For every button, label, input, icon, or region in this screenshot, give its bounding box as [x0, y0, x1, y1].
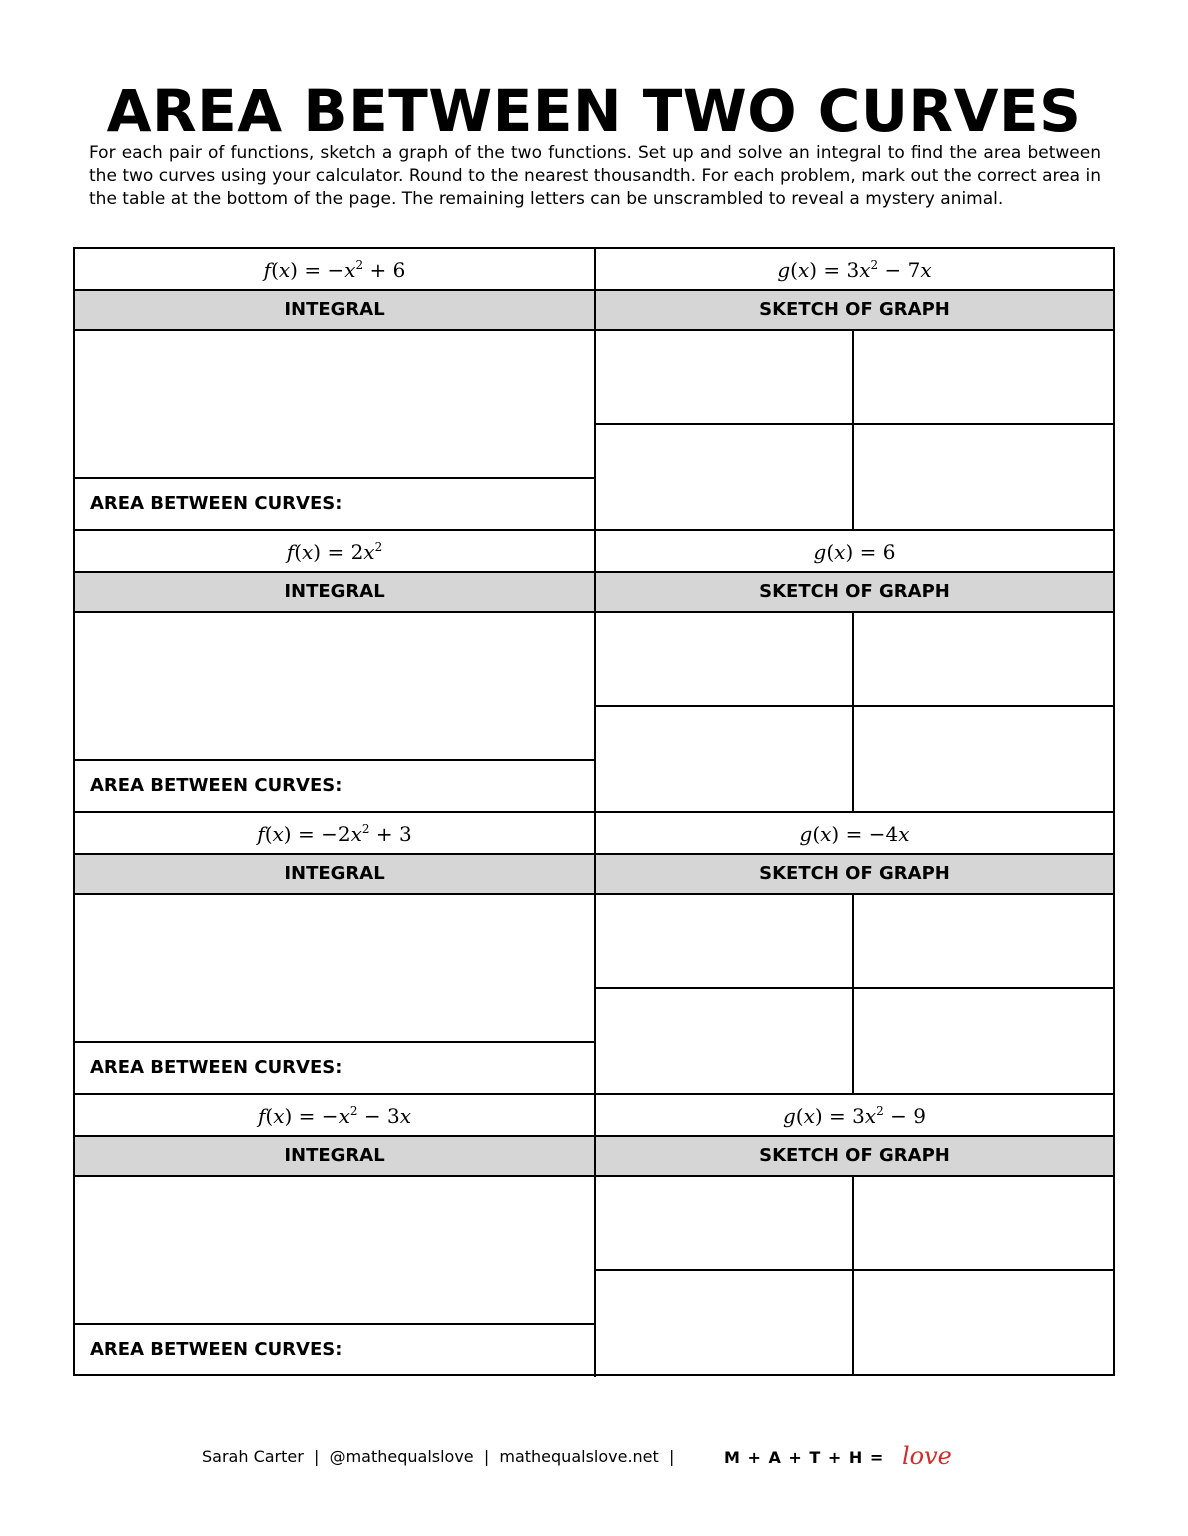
formula-punct: ) =	[831, 822, 869, 846]
formula-part: + 3	[369, 822, 412, 846]
formula-part: x	[898, 822, 910, 846]
formula-part: f	[263, 258, 272, 282]
page-title: AREA BETWEEN TWO CURVES	[106, 77, 1082, 145]
formula-part: x	[350, 822, 362, 846]
sketch-header: SKETCH OF GRAPH	[596, 855, 1113, 893]
formula-part: 6	[882, 540, 896, 564]
problem-block-2	[75, 531, 1113, 813]
formula-part: x	[834, 540, 846, 564]
graph-v-line	[852, 1177, 854, 1375]
sketch-quadrant-4[interactable]	[854, 1271, 1113, 1375]
sketch-quadrant-1[interactable]	[596, 1177, 852, 1269]
problem-block-1	[75, 249, 1113, 531]
row-line	[75, 289, 1113, 291]
area-between-curves-label: AREA BETWEEN CURVES:	[90, 493, 343, 514]
instructions-text: For each pair of functions, sketch a graph of the two functions. Set up and solve an integral to find the area between the two curves using your calculator. Round to the nearest thousandth. For each problem, mark out the correct area in the table at the bottom of the page. The remaining letters can be unscrambled to reveal a mystery animal.	[89, 143, 1101, 209]
graph-v-line	[852, 331, 854, 529]
area-between-curves-label: AREA BETWEEN CURVES:	[90, 775, 343, 796]
formula-part: x	[803, 1104, 815, 1128]
integral-header: INTEGRAL	[75, 291, 594, 329]
function-g	[596, 1095, 1113, 1137]
area-between-curves-label: AREA BETWEEN CURVES:	[90, 1339, 343, 1360]
formula-part: x	[399, 1104, 411, 1128]
formula-punct: (	[790, 258, 798, 282]
formula-part: 2	[361, 822, 370, 836]
sketch-quadrant-4[interactable]	[854, 425, 1113, 529]
column-divider	[594, 249, 596, 531]
formula-part: − 7	[878, 258, 921, 282]
formula-part: g	[782, 1104, 796, 1128]
sketch-quadrant-3[interactable]	[596, 707, 852, 811]
formula-part: x	[363, 540, 375, 564]
function-f	[75, 1095, 594, 1137]
row-line	[75, 853, 1113, 855]
formula-part: x	[920, 258, 932, 282]
integral-answer-box[interactable]	[75, 331, 594, 477]
formula-part: 2	[876, 1104, 884, 1118]
function-g	[596, 531, 1113, 573]
sketch-quadrant-1[interactable]	[596, 331, 852, 423]
footer	[0, 1440, 1188, 1476]
area-between-curves-label: AREA BETWEEN CURVES:	[90, 1057, 343, 1078]
formula-part: f	[258, 1104, 266, 1128]
row-line	[75, 1135, 1113, 1137]
function-f	[75, 249, 594, 291]
formula-punct: (	[795, 1104, 804, 1128]
formula-part: x	[344, 258, 356, 282]
sketch-quadrant-1[interactable]	[596, 613, 852, 705]
formula-punct: ) =	[283, 822, 322, 846]
formula-part: x	[273, 1104, 285, 1128]
formula-punct: ) =	[290, 258, 328, 282]
formula-punct: ) =	[284, 1104, 322, 1128]
formula-part: −2	[321, 822, 351, 846]
formula-part: x	[820, 822, 832, 846]
problem-block-4	[75, 1095, 1113, 1377]
formula-part: 3	[846, 258, 860, 282]
formula-part: 2	[870, 258, 879, 272]
formula-part: 2	[374, 540, 383, 554]
formula-part: g	[813, 540, 827, 564]
sketch-quadrant-4[interactable]	[854, 707, 1113, 811]
function-f	[75, 813, 594, 855]
sketch-quadrant-2[interactable]	[854, 331, 1113, 423]
formula-part: g	[777, 258, 791, 282]
footer-site: mathequalslove.net	[499, 1447, 659, 1466]
formula-punct: (	[265, 1104, 274, 1128]
formula-part: x	[338, 1104, 350, 1128]
formula-part: x	[272, 822, 284, 846]
function-g	[596, 249, 1113, 291]
area-line	[75, 1041, 594, 1043]
row-line	[75, 329, 1113, 331]
integral-answer-box[interactable]	[75, 895, 594, 1041]
formula-part: x	[797, 258, 810, 282]
area-line	[75, 1323, 594, 1325]
row-line	[75, 893, 1113, 895]
brand-logo-love: love	[902, 1442, 952, 1470]
graph-h-line	[596, 705, 1113, 707]
formula-part: 3	[852, 1104, 865, 1128]
formula-part: − 9	[883, 1104, 927, 1128]
row-line	[75, 611, 1113, 613]
area-line	[75, 477, 594, 479]
formula-part: − 3	[357, 1104, 400, 1128]
formula-punct: (	[812, 822, 821, 846]
graph-v-line	[852, 895, 854, 1093]
formula-punct: ) =	[845, 540, 883, 564]
integral-header: INTEGRAL	[75, 573, 594, 611]
column-divider	[594, 531, 596, 813]
footer-author: Sarah Carter	[202, 1447, 304, 1466]
integral-header: INTEGRAL	[75, 855, 594, 893]
formula-part: x	[302, 540, 314, 564]
function-f	[75, 531, 594, 573]
graph-h-line	[596, 987, 1113, 989]
formula-part: x	[859, 258, 871, 282]
sketch-header: SKETCH OF GRAPH	[596, 291, 1113, 329]
formula-part: + 6	[363, 258, 406, 282]
formula-punct: (	[826, 540, 835, 564]
integral-answer-box[interactable]	[75, 1177, 594, 1323]
formula-part: 2	[355, 258, 364, 272]
formula-punct: ) =	[313, 540, 351, 564]
formula-part: x	[278, 258, 291, 282]
sketch-quadrant-2[interactable]	[854, 613, 1113, 705]
footer-credits: Sarah Carter | @mathequalslove | mathequalslove.net |	[202, 1447, 675, 1466]
sketch-quadrant-4[interactable]	[854, 989, 1113, 1093]
sketch-quadrant-3[interactable]	[596, 1271, 852, 1375]
formula-punct: (	[264, 822, 273, 846]
formula-punct: (	[271, 258, 279, 282]
worksheet-table	[73, 247, 1115, 1376]
sketch-quadrant-3[interactable]	[596, 425, 852, 529]
column-divider	[594, 813, 596, 1095]
function-g	[596, 813, 1113, 855]
problem-block-3	[75, 813, 1113, 1095]
graph-v-line	[852, 613, 854, 811]
formula-part: f	[257, 822, 265, 846]
footer-handle: @mathequalslove	[329, 1447, 474, 1466]
integral-header: INTEGRAL	[75, 1137, 594, 1175]
formula-part: 2	[349, 1104, 358, 1118]
sketch-header: SKETCH OF GRAPH	[596, 1137, 1113, 1175]
area-line	[75, 759, 594, 761]
formula-part: x	[864, 1104, 877, 1128]
formula-part: f	[286, 540, 295, 564]
formula-punct: ) =	[809, 258, 847, 282]
formula-part: −4	[868, 822, 899, 846]
formula-part: −	[321, 1104, 339, 1128]
graph-h-line	[596, 423, 1113, 425]
sketch-quadrant-2[interactable]	[854, 1177, 1113, 1269]
row-line	[75, 1175, 1113, 1177]
brand-logo: M + A + T + H =	[724, 1448, 885, 1467]
formula-part: g	[799, 822, 813, 846]
formula-punct: ) =	[814, 1104, 853, 1128]
sketch-quadrant-3[interactable]	[596, 989, 852, 1093]
sketch-quadrant-2[interactable]	[854, 895, 1113, 987]
sketch-quadrant-1[interactable]	[596, 895, 852, 987]
integral-answer-box[interactable]	[75, 613, 594, 759]
formula-punct: (	[294, 540, 302, 564]
sketch-header: SKETCH OF GRAPH	[596, 573, 1113, 611]
graph-h-line	[596, 1269, 1113, 1271]
formula-part: 2	[350, 540, 364, 564]
column-divider	[594, 1095, 596, 1377]
formula-part: −	[327, 258, 345, 282]
row-line	[75, 571, 1113, 573]
